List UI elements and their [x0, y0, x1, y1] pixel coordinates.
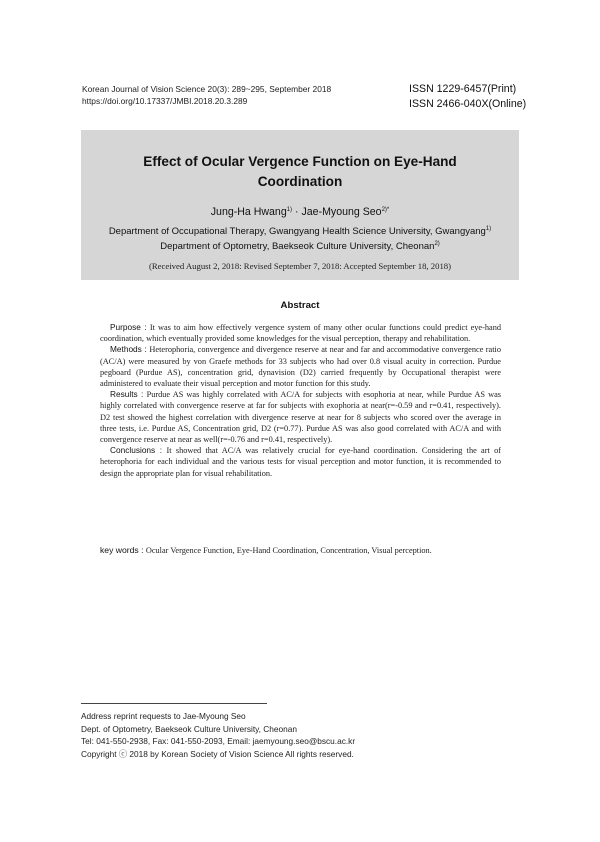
footnote-divider [81, 703, 267, 704]
paper-title-line2: Coordination [257, 173, 343, 189]
affiliation [81, 241, 519, 252]
section-text: It was to aim how effectively vergence system of many other ocular functions could predict eye-hand coordination, which eventually provided some knowledges for the visual perception, therapy and rehabilitation. [100, 323, 501, 344]
affiliation-mark: 2) [434, 241, 440, 247]
keywords-text: Ocular Vergence Function, Eye-Hand Coordination, Concentration, Visual perception. [145, 546, 432, 555]
footnote-line: Dept. of Optometry, Baekseok Culture University, Cheonan [81, 723, 297, 734]
copyright-line: Copyright ⓒ 2018 by Korean Society of Vision Science All rights reserved. [81, 748, 354, 759]
affiliation-text: Department of Occupational Therapy, Gwangyang Health Science University, Gwangyang [108, 226, 486, 237]
author-affiliation-mark: 2)* [381, 207, 390, 213]
issn-block [409, 82, 526, 111]
abstract-body [100, 322, 501, 479]
paper-title [81, 152, 519, 191]
abstract-heading: Abstract [280, 300, 320, 311]
issn-print: ISSN 1229-6457(Print) [409, 83, 517, 95]
paper-title-line1: Effect of Ocular Vergence Function on Eye-Hand [143, 154, 457, 169]
journal-citation [82, 84, 331, 107]
journal-volume-line: Korean Journal of Vision Science 20(3): 289~295, September 2018 [82, 84, 332, 94]
author-list [81, 206, 519, 218]
section-label: Results : [110, 389, 147, 400]
section-text: It showed that AC/A was relatively crucial for eye-hand coordination. Considering the art of heterophoria for each individual and the various tests for visual perception and motor function, it is recommended to design the appropriate plan for visual rehabilitation. [100, 446, 501, 478]
affiliation [81, 226, 519, 237]
affiliation-mark: 1) [485, 226, 492, 232]
author-affiliation-mark: 1) [286, 207, 293, 213]
title-block [81, 130, 519, 280]
issn-online: ISSN 2466-040X(Online) [409, 97, 527, 110]
keywords [100, 545, 432, 555]
affiliation-text: Department of Optometry, Baekseok Culture University, Cheonan [160, 241, 435, 252]
section-text: Purdue AS was highly correlated with AC/A for subjects with esophoria at near, while Purdue AS was highly correlated with convergence reserve at far for subjects with exophoria at near(r=-0.59 and r=0.41, respectively). D2 test showed the highest correlation with divergence reserve at near for 8 subjects who scored over the average in three tests, i.e. Purdue AS, Concentration grid, D2 (r=0.77). Purdue AS was also good correlated with AC/A and with convergence reserve at near as well(r=-0.76 and r=0.41, respectively). [100, 390, 501, 445]
keywords-label: key words : [100, 545, 146, 555]
abstract-methods [100, 344, 501, 389]
correspondence-footnote [81, 710, 355, 760]
author-name: Jae-Myoung Seo [301, 206, 382, 218]
received-dates: (Received August 2, 2018: Revised September 7, 2018: Accepted September 18, 2018) [148, 261, 452, 271]
abstract-purpose [100, 322, 501, 344]
footnote-line: Address reprint requests to Jae-Myoung Seo [81, 711, 246, 721]
section-label: Methods : [110, 344, 150, 355]
footnote-line: Tel: 041-550-2938, Fax: 041-550-2093, Email: jaemyoung.seo@bscu.ac.kr [81, 736, 356, 746]
section-label: Purpose : [110, 322, 150, 332]
doi-link[interactable]: https://doi.org/10.17337/JMBI.2018.20.3.289 [82, 95, 248, 106]
author-name: Jung-Ha Hwang [210, 206, 287, 218]
abstract-results [100, 389, 501, 445]
abstract-conclusions [100, 445, 501, 479]
section-text: Heterophoria, convergence and divergence reserve at near and far and accommodative convergence ratio (AC/A) were measured by von Graefe methods for 33 subjects who had over 0.8 visual acuity in correction. Purdue pegboard (Purdue AS), concentration grid, dynavision (D2) carried frequently by Occupational therapist were administered to evaluate their visual perception and motor function for this study. [100, 345, 501, 389]
section-label: Conclusions : [110, 445, 167, 456]
author-separator: · [292, 206, 302, 218]
